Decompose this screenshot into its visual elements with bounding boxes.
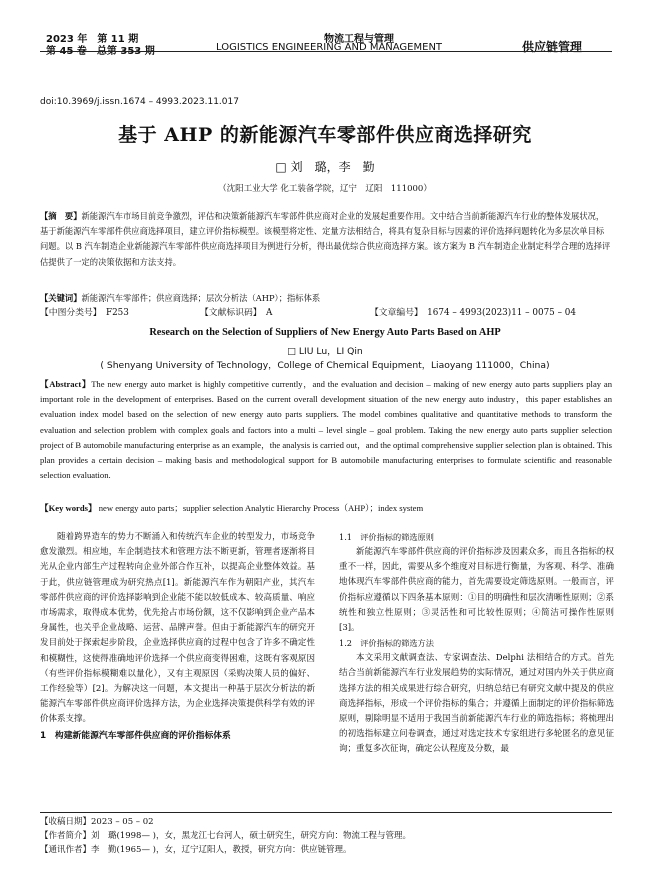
keywords-en-text: new energy auto parts；supplier selection Analytic Hierarchy Process（AHP）；index system — [98, 503, 424, 513]
clc-number: 【中图分类号】 F253 — [40, 308, 129, 318]
section-1-1-heading: 1.1 评价指标的筛选原则 — [339, 532, 434, 542]
journal-name-en: LOGISTICS ENGINEERING AND MANAGEMENT — [216, 42, 443, 53]
paper-title: 基于 AHP 的新能源汽车零部件供应商选择研究 — [118, 124, 532, 146]
abstract-cn — [40, 209, 612, 270]
section-1-2-heading: 1.2 评价指标的筛选方法 — [339, 638, 434, 649]
section-1-2-paragraph: 本文采用文献调查法、专家调查法、Delphi 法相结合的方式。首先结合当前新能源汽车行业发展趋势的实际情况，通过对国内外关于供应商选择方法的相关成果进行综合研究，归纳总结已有研究文献中提及的供应商选择指标，形成一个评价指标的集合；并遵循上面制定的评价指标筛选原则，剔除明显不适用于我国当前新能源汽车行业的筛选指标；将梳理出的初选指标建立问卷调查，通过对选定技术专家组进行多轮匿名的意见征询；重复多次征询，确定公认程度及分数，最 — [339, 653, 614, 755]
doi: doi:10.3969/j.issn.1674 – 4993.2023.11.017 — [40, 97, 239, 107]
classification-line — [40, 306, 612, 322]
journal-name-cn: 物流工程与管理 — [324, 34, 394, 45]
abstract-cn-label: 【摘 要】 — [40, 211, 82, 221]
english-authors: □ LIU Lu，LI Qin — [287, 346, 363, 357]
article-number: 【文章编号】 1674 – 4993(2023)11 – 0075 – 04 — [370, 308, 576, 318]
document-code: 【文献标识码】 A — [200, 308, 273, 318]
abstract-en — [40, 377, 612, 483]
keywords-en-label: 【Key words】 — [40, 503, 97, 513]
affiliation: （沈阳工业大学 化工装备学院，辽宁 辽阳 111000） — [218, 184, 432, 194]
footnote-rule — [40, 812, 612, 813]
body-left-column — [40, 530, 315, 744]
section-1-1-paragraph: 新能源汽车零部件供应商的评价指标涉及因素众多，而且各指标的权重不一样，因此，需要从多个维度对目标进行衡量，为客观、科学、准确地体现汽车零部件供应商的能力，首先需要设定筛选原则。一般而言，评价指标应遵循以下四条基本原则：①目的明确性和层次清晰性原则；②系统性和独立性原则；③灵活性和可比较性原则；④简洁可操作性原则[3]。 — [339, 547, 614, 634]
author-intro: 【作者简介】刘 璐(1998— )，女，黑龙江七台河人，硕士研究生，研究方向：物流工程与管理。 — [40, 831, 411, 841]
section-label: 供应链管理 — [522, 40, 583, 54]
volume-total: 第 45 卷 总第 353 期 — [46, 46, 155, 57]
keywords-cn-label: 【关键词】 — [40, 293, 82, 303]
abstract-en-text: The new energy auto market is highly competitive currently，and the evaluation and decision – making of new energy auto parts suppliers play an important role in the development of enterprises. Based on the current overall development situation of the new energy auto industry，this paper establishes an evaluation index model based on the selection of new energy auto parts suppliers. The model combines qualitative and quantitative methods to transform the evaluation and selection problem with complex goals and factors into a multi – level single – goal problem. Taking the new energy auto parts supplier selection project of B automobile manufacturing enterprise as an example，the analysis is carried out，and the optimal comprehensive supplier selection plan is obtained. This plan provides a certain decision – making basis and methodological support for B automobile manufacturing enterprises to formulate scientific and reasonable selection evaluation. — [40, 379, 612, 481]
section-1-heading: 1 构建新能源汽车零部件供应商的评价指标体系 — [40, 730, 231, 741]
authors: □ 刘 璐，李 勤 — [275, 160, 375, 174]
abstract-cn-text: 新能源汽车市场目前竞争激烈，评估和决策新能源汽车零部件供应商对企业的发展起重要作用。文中结合当前新能源汽车行业的整体发展状况，基于新能源汽车零部件供应商选择项目，建立评价指标模型。该模型将定性、定量方法相结合，将具有复杂目标与因素的评价选择问题转化为多层次单目标问题。以 B 汽车制造企业新能源汽车零部件供应商选择项目为例进行分析，得出最优综合供应商选择方案。该方案为 B 汽车制造企业制定科学合理的选择评估提供了一定的决策依据和方法支持。 — [40, 211, 611, 267]
footnotes — [40, 815, 612, 857]
keywords-cn-text: 新能源汽车零部件；供应商选择；层次分析法（AHP）；指标体系 — [81, 293, 321, 303]
body-right-column — [339, 530, 614, 758]
header-rule — [40, 51, 612, 52]
received-date: 【收稿日期】2023 – 05 – 02 — [40, 817, 154, 827]
english-affiliation: ( Shenyang University of Technology，College of Chemical Equipment，Liaoyang 111000，China) — [100, 360, 550, 371]
abstract-en-label: 【Abstract】 — [40, 379, 92, 389]
intro-paragraph: 随着跨界造车的势力不断涌入和传统汽车企业的转型发力，市场竞争愈发激烈。相应地，车企制造技术和管理方法不断更新，管理者逐渐将目光从企业内部生产过程转向企业外部合作互补，以提高企业整体效益。基于此，供应链管理成为研究热点[1]。新能源汽车作为朝阳产业，其汽车零部件供应商的评价选择影响到企业能不能以较低成本、较高质量、响应市场需求，取得成本优势，优先抢占市场份额，这不仅影响到企业产品本身属性，也关乎企业战略、运营、品牌声誉。但由于新能源汽车的研究开发目前处于探索起步阶段，企业选择供应商的过程中包含了许多不确定性和模糊性，这使得准确地评价选择一个供应商变得困难，这既有客观原因（有些评价指标模糊难以量化），又有主观原因（采购决策人员的偏好、工作经验等）[2]。为解决这一问题，本文提出一种基于层次分析法的新能源汽车零部件供应商评价选择方法，为企业选择决策提供科学有效的评价体系支撑。 — [40, 532, 315, 725]
keywords-cn — [40, 291, 612, 306]
journal-header — [40, 25, 612, 83]
corresponding-author: 【通讯作者】李 勤(1965— )，女，辽宁辽阳人，教授，研究方向：供应链管理。 — [40, 845, 352, 855]
english-title: Research on the Selection of Suppliers of New Energy Auto Parts Based on AHP — [149, 327, 501, 338]
year-issue: 2023 年 第 11 期 — [46, 34, 139, 45]
keywords-en — [40, 501, 612, 516]
